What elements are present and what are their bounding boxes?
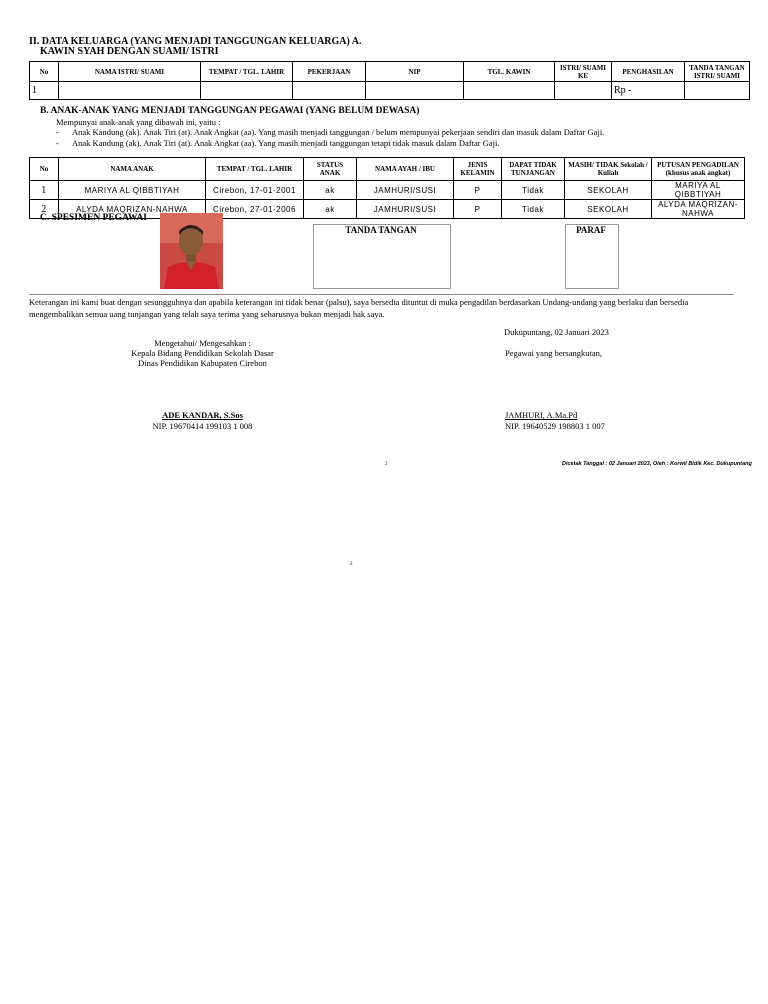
divider (29, 294, 734, 295)
table-cell (464, 82, 555, 100)
children-note-1: Anak Kandung (ak). Anak Tiri (at). Anak Angkat (aa). Yang masih menjadi tanggungan / belum mempunyai pekerjaan sendiri dan masuk dalam Daftar Gaji. (72, 127, 605, 137)
employee-name: JAMHURI, A.Ma.Pd (505, 410, 578, 420)
approver-nip: NIP. 19670414 199103 1 008 (152, 421, 253, 431)
children-table-header (30, 158, 745, 181)
header-cell: TEMPAT / TGL. LAHIR (206, 158, 304, 181)
place-date: Dukupuntang, 02 Januari 2023 (504, 327, 609, 337)
children-intro: Mempunyai anak-anak yang dibawah ini, yaitu : (56, 117, 221, 127)
header-cell: NAMA ISTRI/ SUAMI (59, 62, 201, 82)
table-cell: JAMHURI/SUSI (357, 181, 454, 200)
header-cell: No (30, 158, 59, 181)
header-cell: NAMA ANAK (59, 158, 206, 181)
table-cell: P (454, 200, 502, 219)
section-spouse-title: KAWIN SYAH DENGAN SUAMI/ ISTRI (40, 46, 219, 57)
signature-label: TANDA TANGAN (345, 225, 417, 235)
table-cell: ak (304, 181, 357, 200)
children-note-2: Anak Kandung (ak). Anak Tiri (at). Anak Angkat (aa). Yang masih menjadi tanggungan tetapi tidak masuk dalam Daftar Gaji. (72, 138, 500, 148)
header-cell: NIP (366, 62, 464, 82)
page-mark-2: 2 (350, 562, 353, 567)
header-cell: PUTUSAN PENGADILAN (khusus anak angkat) (652, 158, 745, 181)
table-row (30, 82, 750, 100)
portrait-image (160, 213, 223, 289)
table-cell: 2 (30, 200, 59, 219)
header-cell: TGL. KAWIN (464, 62, 555, 82)
approver-heading: Mengetahui/ Mengesahkan : (154, 338, 251, 348)
section-specimen-title: C. SPESIMEN PEGAWAI (40, 213, 147, 223)
approver-position: Kepala Bidang Pendidikan Sekolah Dasar (131, 348, 274, 358)
table-cell: MARIYA AL QIBBTIYAH (652, 181, 745, 200)
header-cell: JENIS KELAMIN (454, 158, 502, 181)
table-cell: P (454, 181, 502, 200)
table-cell: Rp - (612, 82, 685, 100)
children-table (29, 157, 745, 219)
table-cell: Cirebon, 27-01-2006 (206, 200, 304, 219)
bullet-dash: - (56, 127, 59, 137)
header-cell: PENGHASILAN (612, 62, 685, 82)
initials-label: PARAF (576, 225, 606, 235)
table-cell: JAMHURI/SUSI (357, 200, 454, 219)
header-cell: STATUS ANAK (304, 158, 357, 181)
table-cell (685, 82, 750, 100)
spouse-table-header (30, 62, 750, 82)
section-children-title: B. ANAK-ANAK YANG MENJADI TANGGUNGAN PEGAWAI (YANG BELUM DEWASA) (40, 106, 420, 116)
table-cell: ALYDA MAQRIZAN-NAHWA (652, 200, 745, 219)
employee-heading: Pegawai yang bersangkutan, (505, 348, 603, 358)
table-cell: Tidak (502, 181, 565, 200)
employee-nip: NIP. 19640529 198803 1 007 (505, 421, 605, 431)
table-cell: 1 (30, 82, 59, 100)
header-cell: No (30, 62, 59, 82)
header-cell: ISTRI/ SUAMI KE (555, 62, 612, 82)
approver-office: Dinas Pendidikan Kabupaten Cirebon (138, 358, 267, 368)
table-cell: ak (304, 200, 357, 219)
header-cell: PEKERJAAN (293, 62, 366, 82)
declaration-text: Keterangan ini kami buat dengan sesungguhnya dan apabila keterangan ini tidak benar (palsu), saya bersedia dituntut di muka pengadilan berdasarkan Undang-undang yang berlaku dan bersedia mengembalikan semua uang tunjangan yang telah saya terima yang seharusnya bukan menjadi hak saya. (29, 297, 689, 319)
table-cell (59, 82, 201, 100)
table-cell: Tidak (502, 200, 565, 219)
spouse-table (29, 61, 750, 100)
table-cell: Cirebon, 17-01-2001 (206, 181, 304, 200)
table-cell: 1 (30, 181, 59, 200)
header-cell: DAPAT TIDAK TUNJANGAN (502, 158, 565, 181)
approver-name: ADE KANDAR, S.Sos (162, 410, 243, 420)
table-cell (366, 82, 464, 100)
table-cell: SEKOLAH (565, 200, 652, 219)
employee-photo (160, 213, 223, 289)
table-cell: MARIYA AL QIBBTIYAH (59, 181, 206, 200)
header-cell: TANDA TANGAN ISTRI/ SUAMI (685, 62, 750, 82)
table-cell: ALYDA MAQRIZAN-NAHWA (59, 200, 206, 219)
table-row (30, 181, 745, 200)
section-family-title: II. DATA KELUARGA (YANG MENJADI TANGGUNGAN KELUARGA) A. (29, 36, 362, 47)
table-cell: SEKOLAH (565, 181, 652, 200)
header-cell: NAMA AYAH / IBU (357, 158, 454, 181)
header-cell: MASIH/ TIDAK Sekolah / Kuliah (565, 158, 652, 181)
table-cell (555, 82, 612, 100)
table-cell (201, 82, 293, 100)
print-info: Dicetak Tanggal : 02 Januari 2023, Oleh : Korwil Bidik Kec. Dukupuntang (562, 461, 752, 467)
table-cell (293, 82, 366, 100)
header-cell: TEMPAT / TGL. LAHIR (201, 62, 293, 82)
page-mark: 2 (385, 462, 388, 467)
bullet-dash: - (56, 138, 59, 148)
